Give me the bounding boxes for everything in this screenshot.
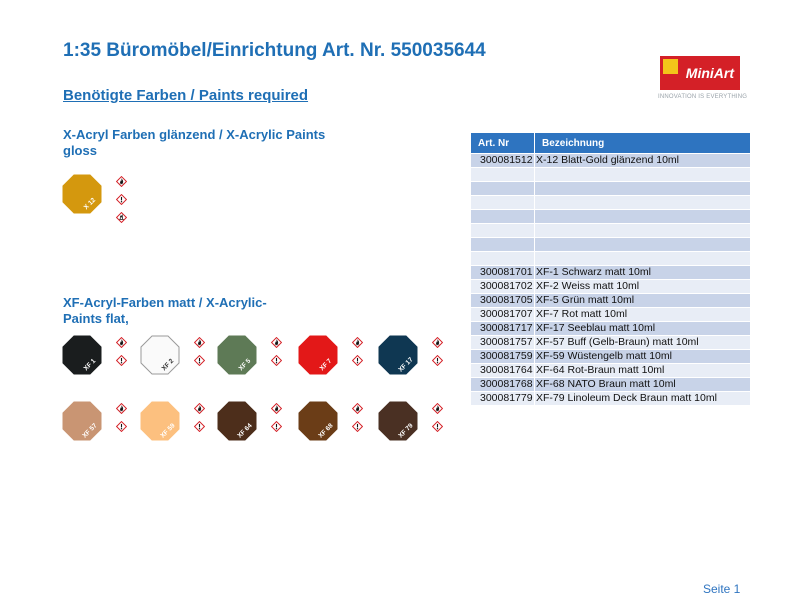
bezeichnung-cell <box>535 224 751 238</box>
paint-jar-icon <box>140 401 180 441</box>
paint-code-label: XF 1 <box>82 357 98 373</box>
bezeichnung-cell: XF-79 Linoleum Deck Braun matt 10ml <box>535 392 751 406</box>
paint-swatch-shape <box>299 336 337 374</box>
exclamation-icon <box>271 355 282 366</box>
table-row <box>471 336 751 350</box>
paint-code-label: XF 5 <box>237 357 253 373</box>
paint-jar-icon <box>62 174 102 214</box>
art-nr-cell <box>471 168 535 182</box>
exclamation-icon <box>271 421 282 432</box>
table-row <box>471 392 751 406</box>
table-row <box>471 294 751 308</box>
logo-text: MiniArt <box>685 65 734 81</box>
bezeichnung-cell: XF-7 Rot matt 10ml <box>535 308 751 322</box>
flat-section-heading: XF-Acryl-Farben matt / X-Acrylic-Paints flat, <box>63 295 267 326</box>
bezeichnung-cell: XF-64 Rot-Braun matt 10ml <box>535 364 751 378</box>
table-row <box>471 364 751 378</box>
table-row <box>471 378 751 392</box>
flame-icon <box>432 337 443 348</box>
logo-mark-icon <box>663 59 678 74</box>
bezeichnung-cell <box>535 168 751 182</box>
table-row <box>471 308 751 322</box>
exclamation-icon <box>352 355 363 366</box>
table-row <box>471 182 751 196</box>
table-row <box>471 168 751 182</box>
art-nr-cell <box>471 252 535 266</box>
art-nr-cell <box>471 210 535 224</box>
exclamation-icon <box>432 355 443 366</box>
art-nr-cell: 300081779 <box>471 392 535 406</box>
brand-tagline: INNOVATION IS EVERYTHING <box>658 94 748 100</box>
paint-code-label: XF 17 <box>397 356 415 374</box>
table-row <box>471 322 751 336</box>
paint-code-label: XF 2 <box>160 357 176 373</box>
hazard-icons <box>116 176 128 230</box>
hazard-icons <box>271 403 283 439</box>
flame-icon <box>194 403 205 414</box>
bezeichnung-cell: XF-17 Seeblau matt 10ml <box>535 322 751 336</box>
paint-jar-icon <box>378 335 418 375</box>
art-nr-cell <box>471 182 535 196</box>
flame-icon <box>352 403 363 414</box>
exclamation-icon <box>194 355 205 366</box>
paint-code-label: XF 59 <box>159 422 177 440</box>
table-row <box>471 154 751 168</box>
art-nr-cell: 300081759 <box>471 350 535 364</box>
bezeichnung-cell <box>535 182 751 196</box>
paint-swatch-shape <box>63 175 101 213</box>
gloss-section-heading: X-Acryl Farben glänzend / X-Acrylic Paints gloss <box>63 127 326 158</box>
flame-icon <box>271 403 282 414</box>
paint-jar-icon <box>62 335 102 375</box>
paint-jar-icon <box>298 335 338 375</box>
table-row <box>471 252 751 266</box>
exclamation-icon <box>352 421 363 432</box>
paint-swatch <box>140 335 180 375</box>
hazard-icons <box>352 337 364 373</box>
hazard-icons <box>116 337 128 373</box>
paint-swatch <box>217 335 257 375</box>
paint-swatch-shape <box>63 336 101 374</box>
bezeichnung-cell: XF-2 Weiss matt 10ml <box>535 280 751 294</box>
exclamation-icon <box>116 355 127 366</box>
table-row <box>471 238 751 252</box>
table-header-row <box>471 133 751 154</box>
paint-swatch-shape <box>141 336 179 374</box>
bezeichnung-cell: XF-59 Wüstengelb matt 10ml <box>535 350 751 364</box>
hazard-icons <box>432 403 444 439</box>
hazard-icons <box>194 337 206 373</box>
art-nr-cell: 300081701 <box>471 266 535 280</box>
page-title: 1:35 Büromöbel/Einrichtung Art. Nr. 550035644 <box>63 40 486 61</box>
paint-swatch <box>62 401 102 441</box>
paint-jar-icon <box>378 401 418 441</box>
art-nr-cell: 300081707 <box>471 308 535 322</box>
paint-code-label: XF 57 <box>81 422 99 440</box>
art-nr-cell <box>471 238 535 252</box>
column-header-bezeichnung: Bezeichnung <box>535 133 751 154</box>
paint-jar-icon <box>217 401 257 441</box>
paint-swatch <box>62 335 102 375</box>
art-nr-cell: 300081717 <box>471 322 535 336</box>
bezeichnung-cell <box>535 252 751 266</box>
flame-icon <box>271 337 282 348</box>
exclamation-icon <box>194 421 205 432</box>
paint-code-label: XF 64 <box>236 422 254 440</box>
hazard-icons <box>432 337 444 373</box>
paint-code-label: XF 7 <box>318 357 334 373</box>
paint-swatch <box>140 401 180 441</box>
paint-jar-icon <box>62 401 102 441</box>
paint-jar-icon <box>217 335 257 375</box>
exclamation-icon <box>116 421 127 432</box>
column-header-art-nr: Art. Nr <box>471 133 535 154</box>
table-row <box>471 350 751 364</box>
bezeichnung-cell: XF-68 NATO Braun matt 10ml <box>535 378 751 392</box>
hazard-icons <box>352 403 364 439</box>
art-nr-cell: 300081705 <box>471 294 535 308</box>
bezeichnung-cell <box>535 196 751 210</box>
bezeichnung-cell: X-12 Blatt-Gold glänzend 10ml <box>535 154 751 168</box>
paint-code-label: X 12 <box>82 196 98 212</box>
paint-swatch <box>298 335 338 375</box>
paint-swatch <box>217 401 257 441</box>
art-nr-cell: 300081702 <box>471 280 535 294</box>
bezeichnung-cell: XF-57 Buff (Gelb-Braun) matt 10ml <box>535 336 751 350</box>
paint-code-label: XF 68 <box>317 422 335 440</box>
art-nr-cell <box>471 224 535 238</box>
art-nr-cell: 300081757 <box>471 336 535 350</box>
bezeichnung-cell: XF-1 Schwarz matt 10ml <box>535 266 751 280</box>
bezeichnung-cell <box>535 210 751 224</box>
table-row <box>471 224 751 238</box>
hazard-icons <box>194 403 206 439</box>
hazard-icons <box>271 337 283 373</box>
paint-swatch <box>298 401 338 441</box>
flame-icon <box>194 337 205 348</box>
table-row <box>471 196 751 210</box>
table-row <box>471 210 751 224</box>
paint-swatch <box>62 174 102 214</box>
paint-code-label: XF 79 <box>397 422 415 440</box>
art-nr-cell <box>471 196 535 210</box>
hazard-icons <box>116 403 128 439</box>
table-body <box>471 154 751 406</box>
paint-swatch <box>378 401 418 441</box>
page-number: Seite 1 <box>703 582 741 596</box>
paint-swatch <box>378 335 418 375</box>
paints-required-heading: Benötigte Farben / Paints required <box>63 87 309 104</box>
paint-swatch-shape <box>218 336 256 374</box>
exclamation-icon <box>116 194 127 205</box>
art-nr-cell: 300081512 <box>471 154 535 168</box>
art-nr-cell: 300081764 <box>471 364 535 378</box>
flame-icon <box>352 337 363 348</box>
environment-icon <box>116 212 127 223</box>
flame-icon <box>116 176 127 187</box>
miniart-logo <box>660 56 740 90</box>
table-row <box>471 266 751 280</box>
paint-jar-icon <box>298 401 338 441</box>
flame-icon <box>432 403 443 414</box>
exclamation-icon <box>432 421 443 432</box>
table-row <box>471 280 751 294</box>
bezeichnung-cell: XF-5 Grün matt 10ml <box>535 294 751 308</box>
paint-table <box>470 132 751 406</box>
art-nr-cell: 300081768 <box>471 378 535 392</box>
flame-icon <box>116 337 127 348</box>
flame-icon <box>116 403 127 414</box>
paint-jar-icon <box>140 335 180 375</box>
bezeichnung-cell <box>535 238 751 252</box>
